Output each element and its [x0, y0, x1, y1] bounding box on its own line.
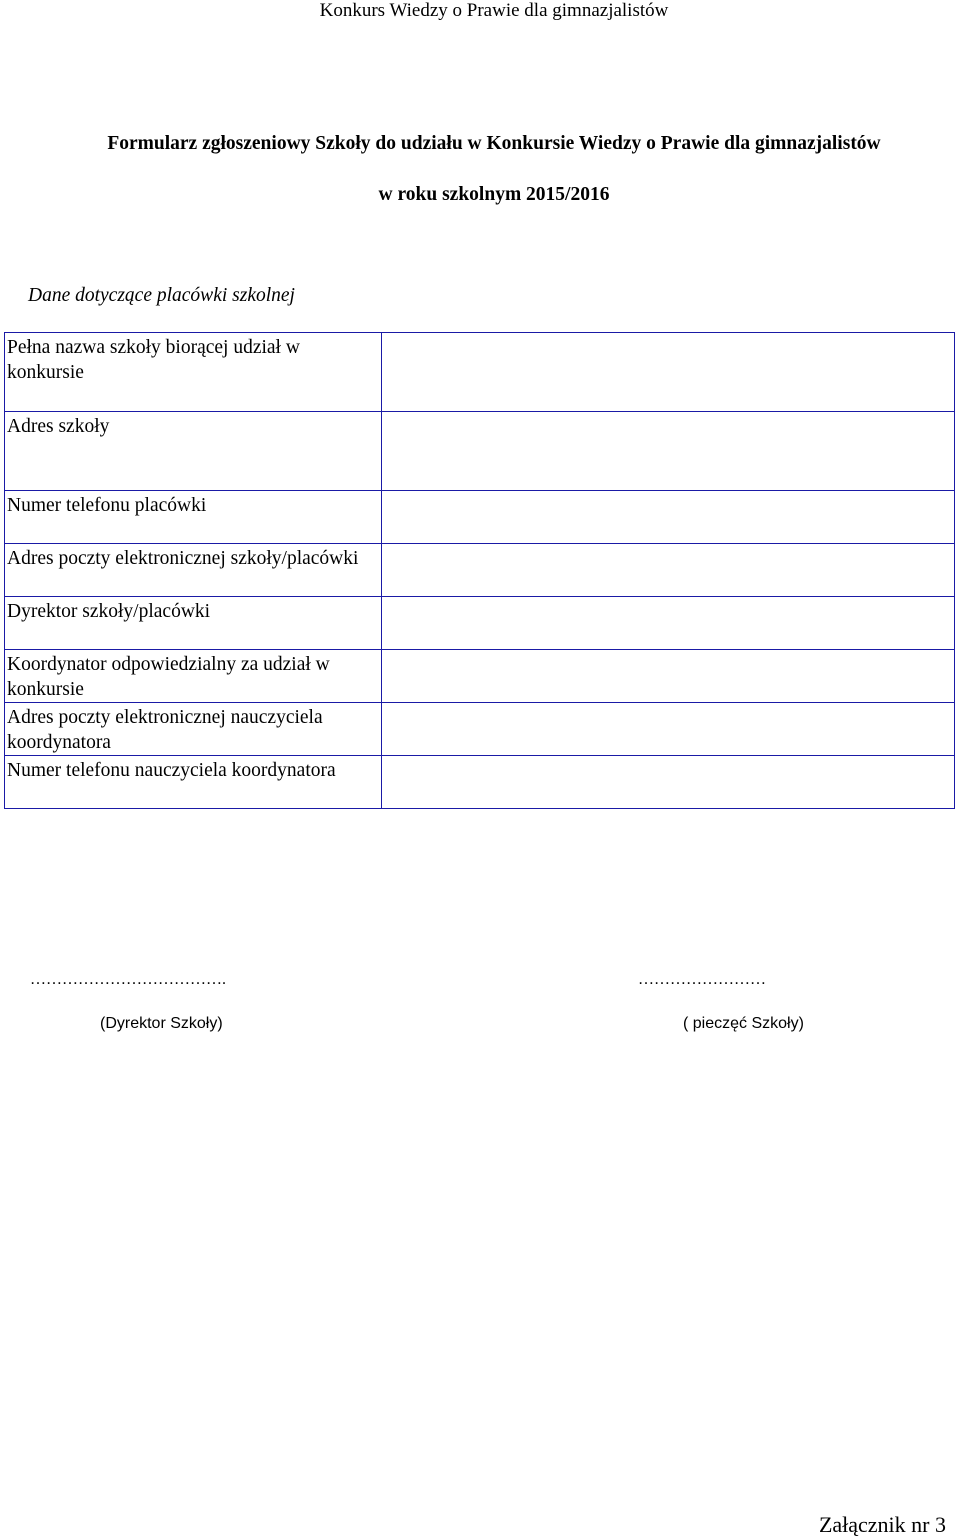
row-label-coordinator-phone: Numer telefonu nauczyciela koordynatora [5, 756, 382, 809]
field-school-name[interactable] [382, 333, 955, 412]
field-school-email[interactable] [382, 544, 955, 597]
stamp-signature-line: …………………… [638, 971, 766, 988]
table-row [5, 756, 955, 809]
row-label-school-phone: Numer telefonu placówki [5, 491, 382, 544]
table-row [5, 412, 955, 491]
table-row [5, 544, 955, 597]
table-row [5, 597, 955, 650]
director-signature-caption: (Dyrektor Szkoły) [100, 1015, 223, 1032]
field-coordinator-phone[interactable] [382, 756, 955, 809]
stamp-caption: ( pieczęć Szkoły) [683, 1015, 804, 1032]
table-row [5, 333, 955, 412]
field-school-address[interactable] [382, 412, 955, 491]
table-row [5, 650, 955, 703]
table-row [5, 491, 955, 544]
running-header: Konkurs Wiedzy o Prawie dla gimnazjalistów [319, 0, 669, 21]
row-label-coordinator-email: Adres poczty elektronicznej nauczyciela koordynatora [5, 703, 382, 756]
row-label-director: Dyrektor szkoły/placówki [5, 597, 382, 650]
field-coordinator[interactable] [382, 650, 955, 703]
row-label-coordinator: Koordynator odpowiedzialny za udział w konkursie [5, 650, 382, 703]
section-heading: Dane dotyczące placówki szkolnej [28, 285, 295, 306]
school-data-table [4, 332, 955, 809]
row-label-school-name: Pełna nazwa szkoły biorącej udział w konkursie [5, 333, 382, 412]
attachment-label: Załącznik nr 3 [818, 1512, 946, 1537]
row-label-school-address: Adres szkoły [5, 412, 382, 491]
field-school-phone[interactable] [382, 491, 955, 544]
table-row [5, 703, 955, 756]
form-subtitle: w roku szkolnym 2015/2016 [378, 184, 610, 205]
form-title: Formularz zgłoszeniowy Szkoły do udziału w Konkursie Wiedzy o Prawie dla gimnazjalistów [107, 133, 881, 154]
field-coordinator-email[interactable] [382, 703, 955, 756]
director-signature-line: ………………………………. [30, 971, 226, 988]
field-director[interactable] [382, 597, 955, 650]
row-label-school-email: Adres poczty elektronicznej szkoły/placówki [5, 544, 382, 597]
